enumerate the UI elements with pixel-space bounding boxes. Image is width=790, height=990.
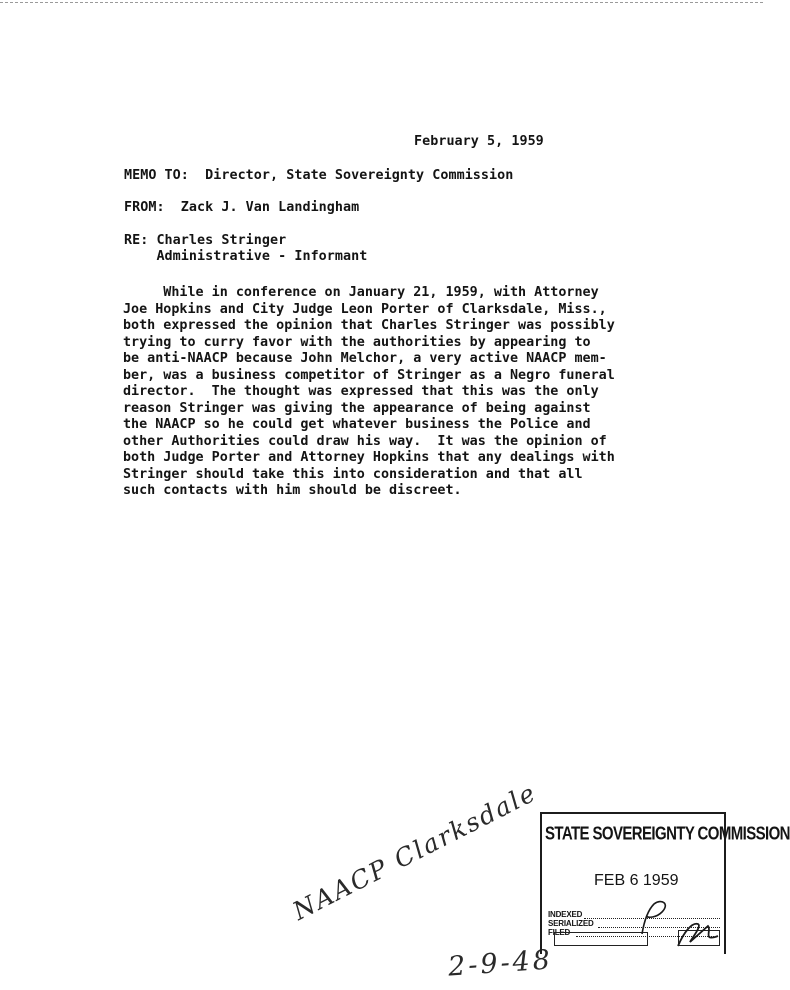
stamp-date: FEB 6 1959 (594, 872, 679, 889)
stamp-serialized-label: SERIALIZED (548, 919, 594, 928)
memo-subject-classification: Administrative - Informant (124, 249, 368, 264)
memo-subject-line: RE: Charles Stringer (124, 233, 287, 248)
body-line: both expressed the opinion that Charles Stringer was possibly (123, 318, 615, 333)
stamp-initials-signature (542, 814, 728, 956)
body-line: Stringer should take this into consideration and that all (123, 466, 583, 482)
body-line: Joe Hopkins and City Judge Leon Porter of Clarksdale, Miss., (123, 301, 607, 317)
memo-from-line: FROM: Zack J. Van Landingham (124, 200, 360, 215)
scan-edge-line (0, 2, 763, 3)
body-line: While in conference on January 21, 1959, with Attorney (123, 285, 599, 300)
received-stamp (540, 812, 790, 954)
handwritten-file-number: 2-9-48 (447, 944, 554, 983)
body-line: reason Stringer was giving the appearance of being against (123, 400, 591, 416)
body-line: such contacts with him should be discreet. (123, 483, 462, 498)
body-line: both Judge Porter and Attorney Hopkins that any dealings with (123, 450, 615, 465)
body-line: ber, was a business competitor of Stringer as a Negro funeral (123, 367, 615, 383)
memo-date: February 5, 1959 (414, 134, 544, 149)
stamp-indexed-label: INDEXED (548, 910, 583, 919)
body-line: the NAACP so he could get whatever business the Police and (123, 417, 591, 432)
body-line: other Authorities could draw his way. It was the opinion of (123, 433, 607, 449)
body-line: director. The thought was expressed that this was the only (123, 384, 599, 399)
handwritten-note: NAACP Clarksdale (288, 777, 542, 926)
body-line: be anti-NAACP because John Melchor, a very active NAACP mem- (123, 351, 607, 366)
memo-to-line: MEMO TO: Director, State Sovereignty Commission (124, 168, 514, 183)
stamp-filed-label: FILED (548, 928, 571, 937)
stamp-title: STATE SOVEREIGNTY COMMISSION (545, 823, 790, 845)
body-line: trying to curry favor with the authorities by appearing to (123, 334, 591, 350)
